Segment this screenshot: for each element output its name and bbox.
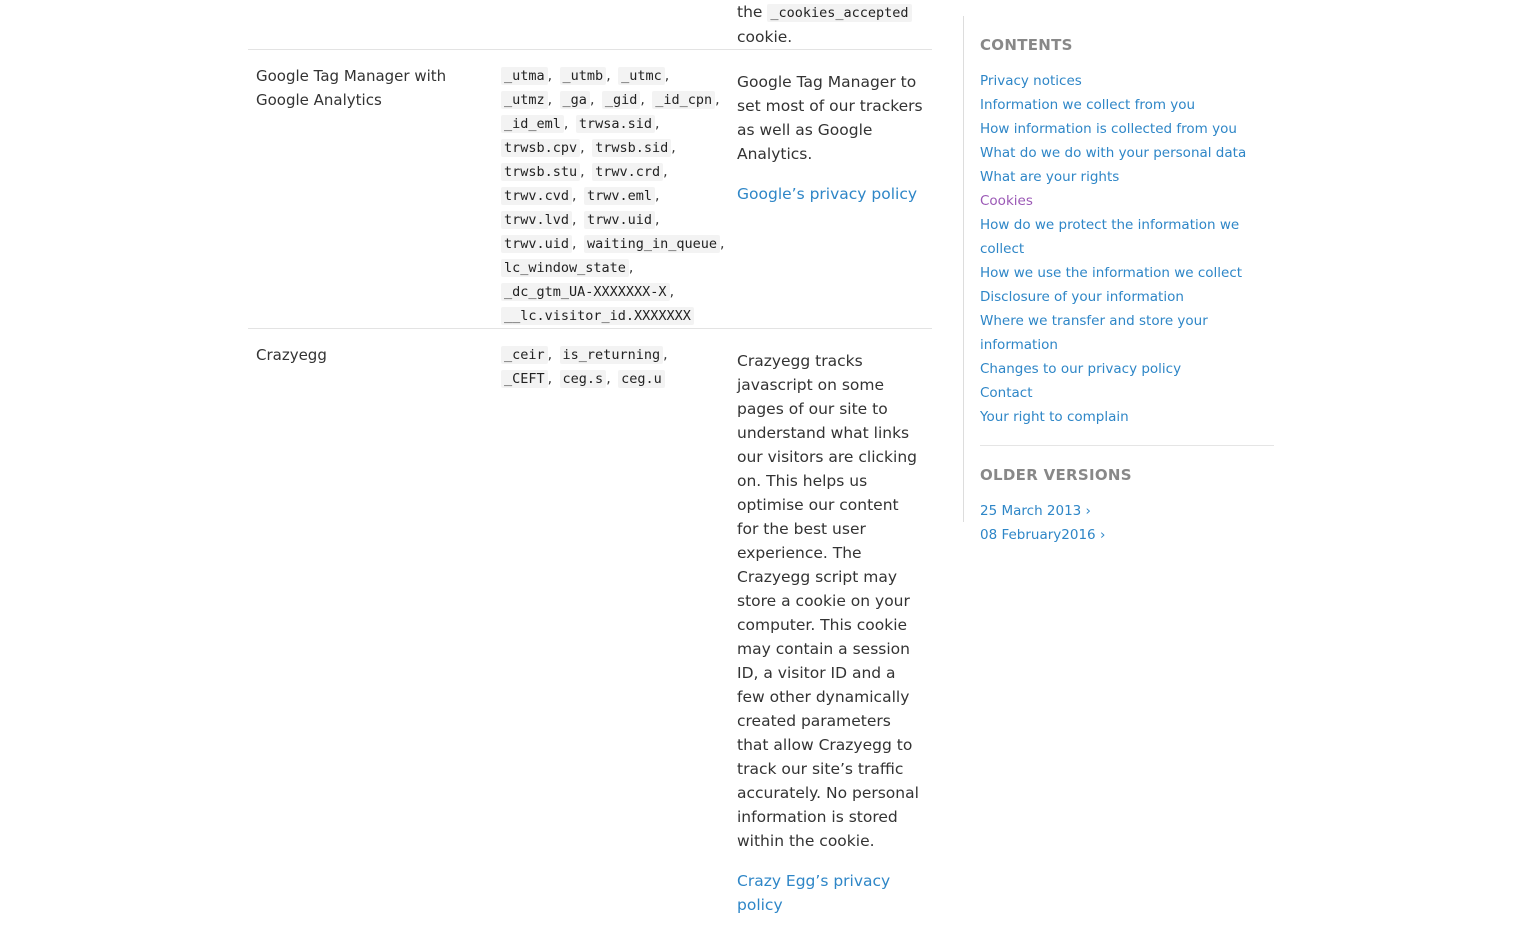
contents-link[interactable]: What do we do with your personal data <box>980 145 1246 161</box>
cookie-description: the _cookies_accepted cookie. <box>729 0 932 50</box>
main-content <box>248 0 932 933</box>
cookie-codes-list: _ceir , is_returning , _CEFT , ceg.s , ceg.u <box>493 329 729 933</box>
cookie-code: waiting_in_queue <box>584 235 720 253</box>
contents-link[interactable]: Disclosure of your information <box>980 289 1184 305</box>
cookie-code: _cookies_accepted <box>767 4 911 22</box>
cookie-code: ceg.u <box>618 370 665 388</box>
contents-link[interactable]: Changes to our privacy policy <box>980 361 1181 377</box>
cookie-code: _utmb <box>560 67 607 85</box>
crazyegg-privacy-policy-link[interactable]: Crazy Egg’s privacy policy <box>737 872 890 914</box>
cookie-code: trwv.uid <box>501 235 572 253</box>
contents-link[interactable]: Cookies <box>980 193 1033 209</box>
contents-link[interactable]: Your right to complain <box>980 409 1129 425</box>
contents-item <box>980 357 1274 381</box>
contents-link[interactable]: Contact <box>980 385 1033 401</box>
contents-item <box>980 261 1274 285</box>
older-version-link[interactable]: 25 March 2013 › <box>980 503 1091 519</box>
contents-item <box>980 189 1274 213</box>
cookie-code: lc_window_state <box>501 259 629 277</box>
older-version-link[interactable]: 08 February2016 › <box>980 527 1105 543</box>
cookie-description: Google Tag Manager to set most of our trackers as well as Google Analytics. Google’s privacy policy <box>729 50 932 329</box>
table-row <box>248 0 932 50</box>
cookie-code: _utmz <box>501 91 548 109</box>
contents-item <box>980 141 1274 165</box>
contents-item <box>980 405 1274 429</box>
cookie-code: trwv.cvd <box>501 187 572 205</box>
contents-link[interactable]: How information is collected from you <box>980 121 1237 137</box>
cookie-code: trwsb.sid <box>592 139 671 157</box>
cookie-code: _id_cpn <box>652 91 715 109</box>
sidebar <box>963 16 1274 522</box>
older-version-item <box>980 499 1274 523</box>
cookie-code: _utmc <box>618 67 665 85</box>
cookie-code: _dc_gtm_UA-XXXXXXX-X <box>501 283 670 301</box>
contents-item <box>980 285 1274 309</box>
cookie-description: Crazyegg tracks javascript on some pages of our site to understand what links our visitors are clicking on. This helps us optimise our content for the best user experience. The Crazyegg script may store a cookie on your computer. This cookie may contain a session ID, a visitor ID and a few other dynamically created parameters that allow Crazyegg to track our site’s traffic accurately. No personal information is stored within the cookie. Crazy Egg’s privacy policy <box>729 329 932 933</box>
contents-item <box>980 165 1274 189</box>
older-versions-list <box>980 499 1274 547</box>
cookie-code: _id_eml <box>501 115 564 133</box>
contents-link[interactable]: Privacy notices <box>980 73 1082 89</box>
contents-list <box>980 69 1274 429</box>
contents-link[interactable]: How do we protect the information we collect <box>980 217 1239 257</box>
contents-link[interactable]: What are your rights <box>980 169 1119 185</box>
contents-item <box>980 93 1274 117</box>
contents-item <box>980 213 1274 261</box>
contents-link[interactable]: How we use the information we collect <box>980 265 1242 281</box>
cookie-code: trwv.crd <box>592 163 663 181</box>
table-row <box>248 329 932 933</box>
cookie-code: _gid <box>602 91 641 109</box>
google-privacy-policy-link[interactable]: Google’s privacy policy <box>737 185 917 203</box>
contents-item <box>980 117 1274 141</box>
cookie-code: _CEFT <box>501 370 548 388</box>
cookie-code: _ceir <box>501 346 548 364</box>
cookie-code: _utma <box>501 67 548 85</box>
cookie-code: __lc.visitor_id.XXXXXXX <box>501 307 694 325</box>
contents-item <box>980 309 1274 357</box>
cookie-provider-name: Google Tag Manager with Google Analytics <box>248 50 493 329</box>
cookie-code: _ga <box>560 91 590 109</box>
contents-link[interactable]: Information we collect from you <box>980 97 1195 113</box>
cookie-code: trwsb.stu <box>501 163 580 181</box>
cookie-provider-name: Crazyegg <box>248 329 493 933</box>
cookie-codes-list: _utma , _utmb , _utmc , _utmz , _ga , _gid , _id_cpn , _id_eml , trwsa.sid , trwsb.cpv , trwsb.sid , trwsb.stu , trwv.crd , trwv.cvd , trwv.eml , trwv.lvd , trwv.uid , trwv.uid , waiting_in_queue , lc_window_state , _dc_gtm_UA-XXXXXXX-X , __lc.visitor_id.XXXXXXX <box>493 50 729 329</box>
cookie-code: trwsa.sid <box>576 115 655 133</box>
sidebar-divider <box>980 445 1274 446</box>
cookie-code: trwv.lvd <box>501 211 572 229</box>
older-versions-heading: OLDER VERSIONS <box>980 466 1274 484</box>
cookie-code: trwv.uid <box>584 211 655 229</box>
cookie-code: trwv.eml <box>584 187 655 205</box>
contents-link[interactable]: Where we transfer and store your information <box>980 313 1208 353</box>
cookie-code: trwsb.cpv <box>501 139 580 157</box>
table-row <box>248 50 932 329</box>
older-version-item <box>980 523 1274 547</box>
contents-heading: CONTENTS <box>980 36 1274 54</box>
cookies-table <box>248 0 932 933</box>
contents-item <box>980 381 1274 405</box>
contents-item <box>980 69 1274 93</box>
cookie-code: is_returning <box>560 346 664 364</box>
cookie-code: ceg.s <box>560 370 607 388</box>
